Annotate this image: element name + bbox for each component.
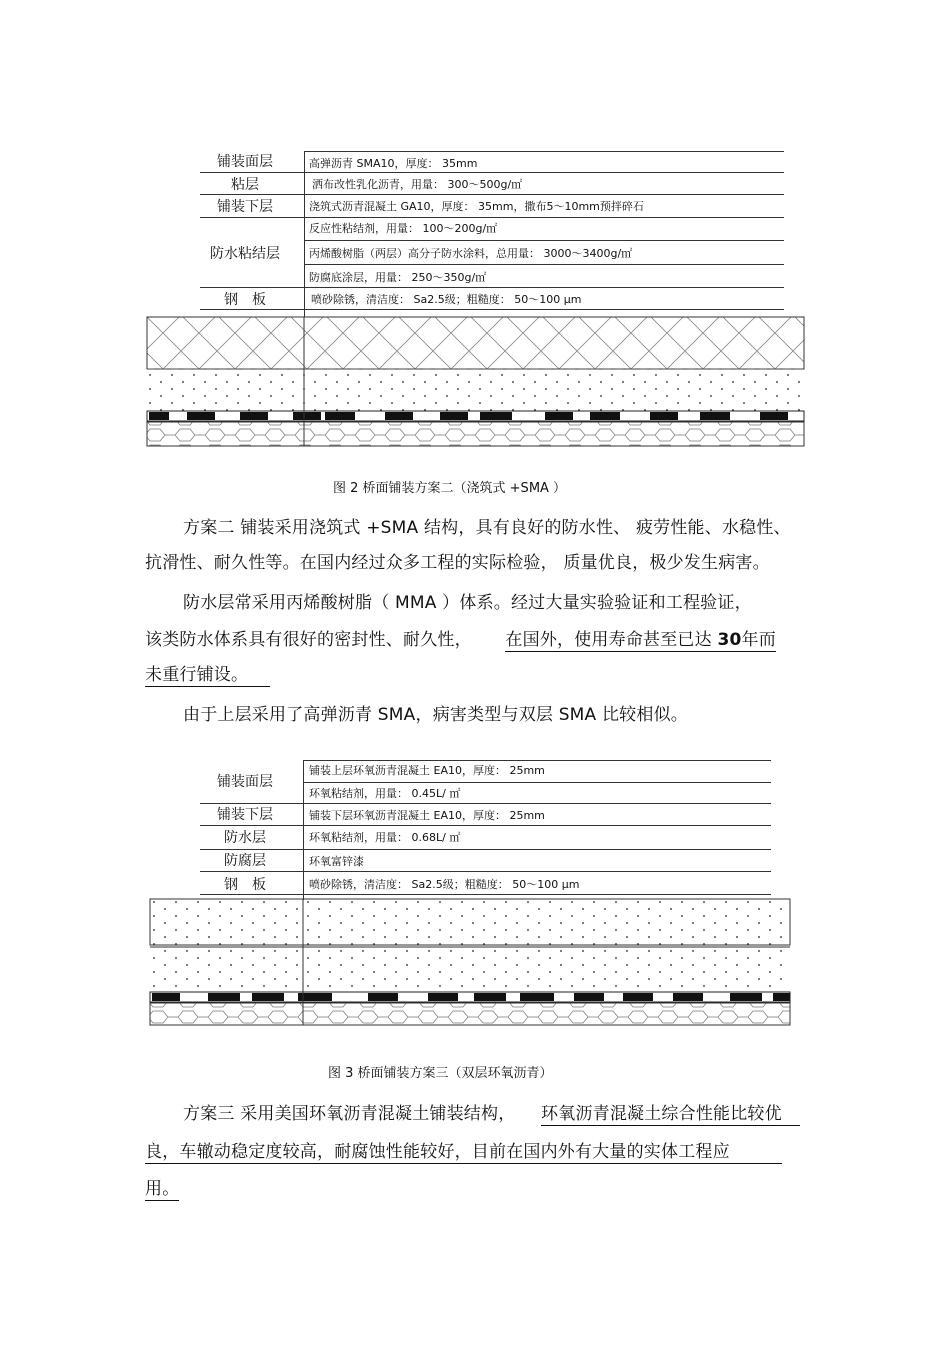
figure-3-caption: 图 3 桥面铺装方案三（双层环氧沥青）	[328, 1066, 553, 1081]
layer-desc: 高弹沥青 SMA10，厚度： 35mm	[309, 157, 478, 170]
paragraph-line: 由于上层采用了高弹沥青 SMA，病害类型与双层 SMA 比较相似。	[183, 705, 688, 725]
layer-desc: 洒布改性乳化沥青，用量： 300～500g/㎡	[312, 178, 523, 191]
bold-number: 30	[717, 630, 742, 650]
layer-desc: 铺装上层环氧沥青混凝土 EA10，厚度： 25mm	[309, 764, 545, 777]
underlined-text: 用。	[145, 1179, 180, 1199]
cross-section-diagram	[145, 315, 810, 450]
paragraph-line	[145, 1137, 782, 1162]
paragraph-line: 方案二 铺装采用浇筑式 +SMA 结构，具有良好的防水性、 疲劳性能、水稳性、	[183, 518, 791, 538]
layer-label-waterproof: 防水层	[224, 830, 266, 846]
paragraph-line	[145, 660, 270, 685]
layer-label-waterproof: 防水粘结层	[210, 246, 280, 262]
layer-label-lower: 铺装下层	[217, 199, 273, 215]
layer-label-surface: 铺装面层	[217, 154, 273, 170]
paragraph-line	[145, 1174, 179, 1199]
underlined-text: 未重行铺设。	[145, 665, 270, 687]
paragraph-line: 抗滑性、耐久性等。在国内经过众多工程的实际检验， 质量优良，极少发生病害。	[145, 553, 770, 573]
cross-section-diagram	[148, 897, 796, 1029]
layer-label-tack: 粘层	[231, 177, 259, 193]
layer-desc: 铺装下层环氧沥青混凝土 EA10，厚度： 25mm	[309, 809, 545, 822]
text-span: 该类防水体系具有很好的密封性、耐久性，	[145, 630, 472, 650]
underlined-text: 环氧沥青混凝土综合性能比较优	[541, 1104, 800, 1126]
layer-desc: 反应性粘结剂，用量： 100～200g/㎡	[309, 222, 498, 235]
underlined-text: 在国外，使用寿命甚至已达	[505, 630, 718, 650]
layer-label-steel: 钢 板	[224, 877, 266, 893]
figure-2-caption: 图 2 桥面铺装方案二（浇筑式 +SMA ）	[333, 481, 567, 496]
layer-desc: 防腐底涂层，用量： 250～350g/㎡	[309, 271, 487, 284]
layer-label-anticorrosion: 防腐层	[224, 853, 266, 869]
paragraph-line	[145, 625, 776, 650]
layer-desc: 环氧富锌漆	[309, 855, 364, 868]
text-span: 方案三 采用美国环氧沥青混凝土铺装结构，	[183, 1104, 516, 1124]
layer-desc: 丙烯酸树脂（两层）高分子防水涂料，总用量： 3000～3400g/㎡	[309, 247, 633, 260]
layer-desc: 环氧粘结剂，用量： 0.45L/ ㎡	[309, 787, 461, 800]
layer-desc: 喷砂除锈，清洁度： Sa2.5级；粗糙度： 50～100 μm	[309, 878, 580, 891]
paragraph-line	[183, 1099, 800, 1124]
underlined-text: 良，车辙动稳定度较高，耐腐蚀性能较好，目前在国内外有大量的实体工程应	[145, 1142, 782, 1164]
layer-desc: 环氧粘结剂，用量： 0.68L/ ㎡	[309, 831, 461, 844]
layer-label-steel: 钢 板	[224, 292, 266, 308]
layer-label-lower: 铺装下层	[217, 807, 273, 823]
layer-label-surface: 铺装面层	[217, 774, 273, 790]
layer-desc: 喷砂除锈，清洁度： Sa2.5级；粗糙度： 50～100 μm	[311, 293, 582, 306]
layer-desc: 浇筑式沥青混凝土 GA10，厚度： 35mm，撒布5～10mm预拌碎石	[309, 200, 644, 213]
paragraph-line: 防水层常采用丙烯酸树脂（ MMA ）体系。经过大量实验验证和工程验证，	[183, 593, 752, 613]
underlined-text: 年而	[741, 630, 776, 650]
